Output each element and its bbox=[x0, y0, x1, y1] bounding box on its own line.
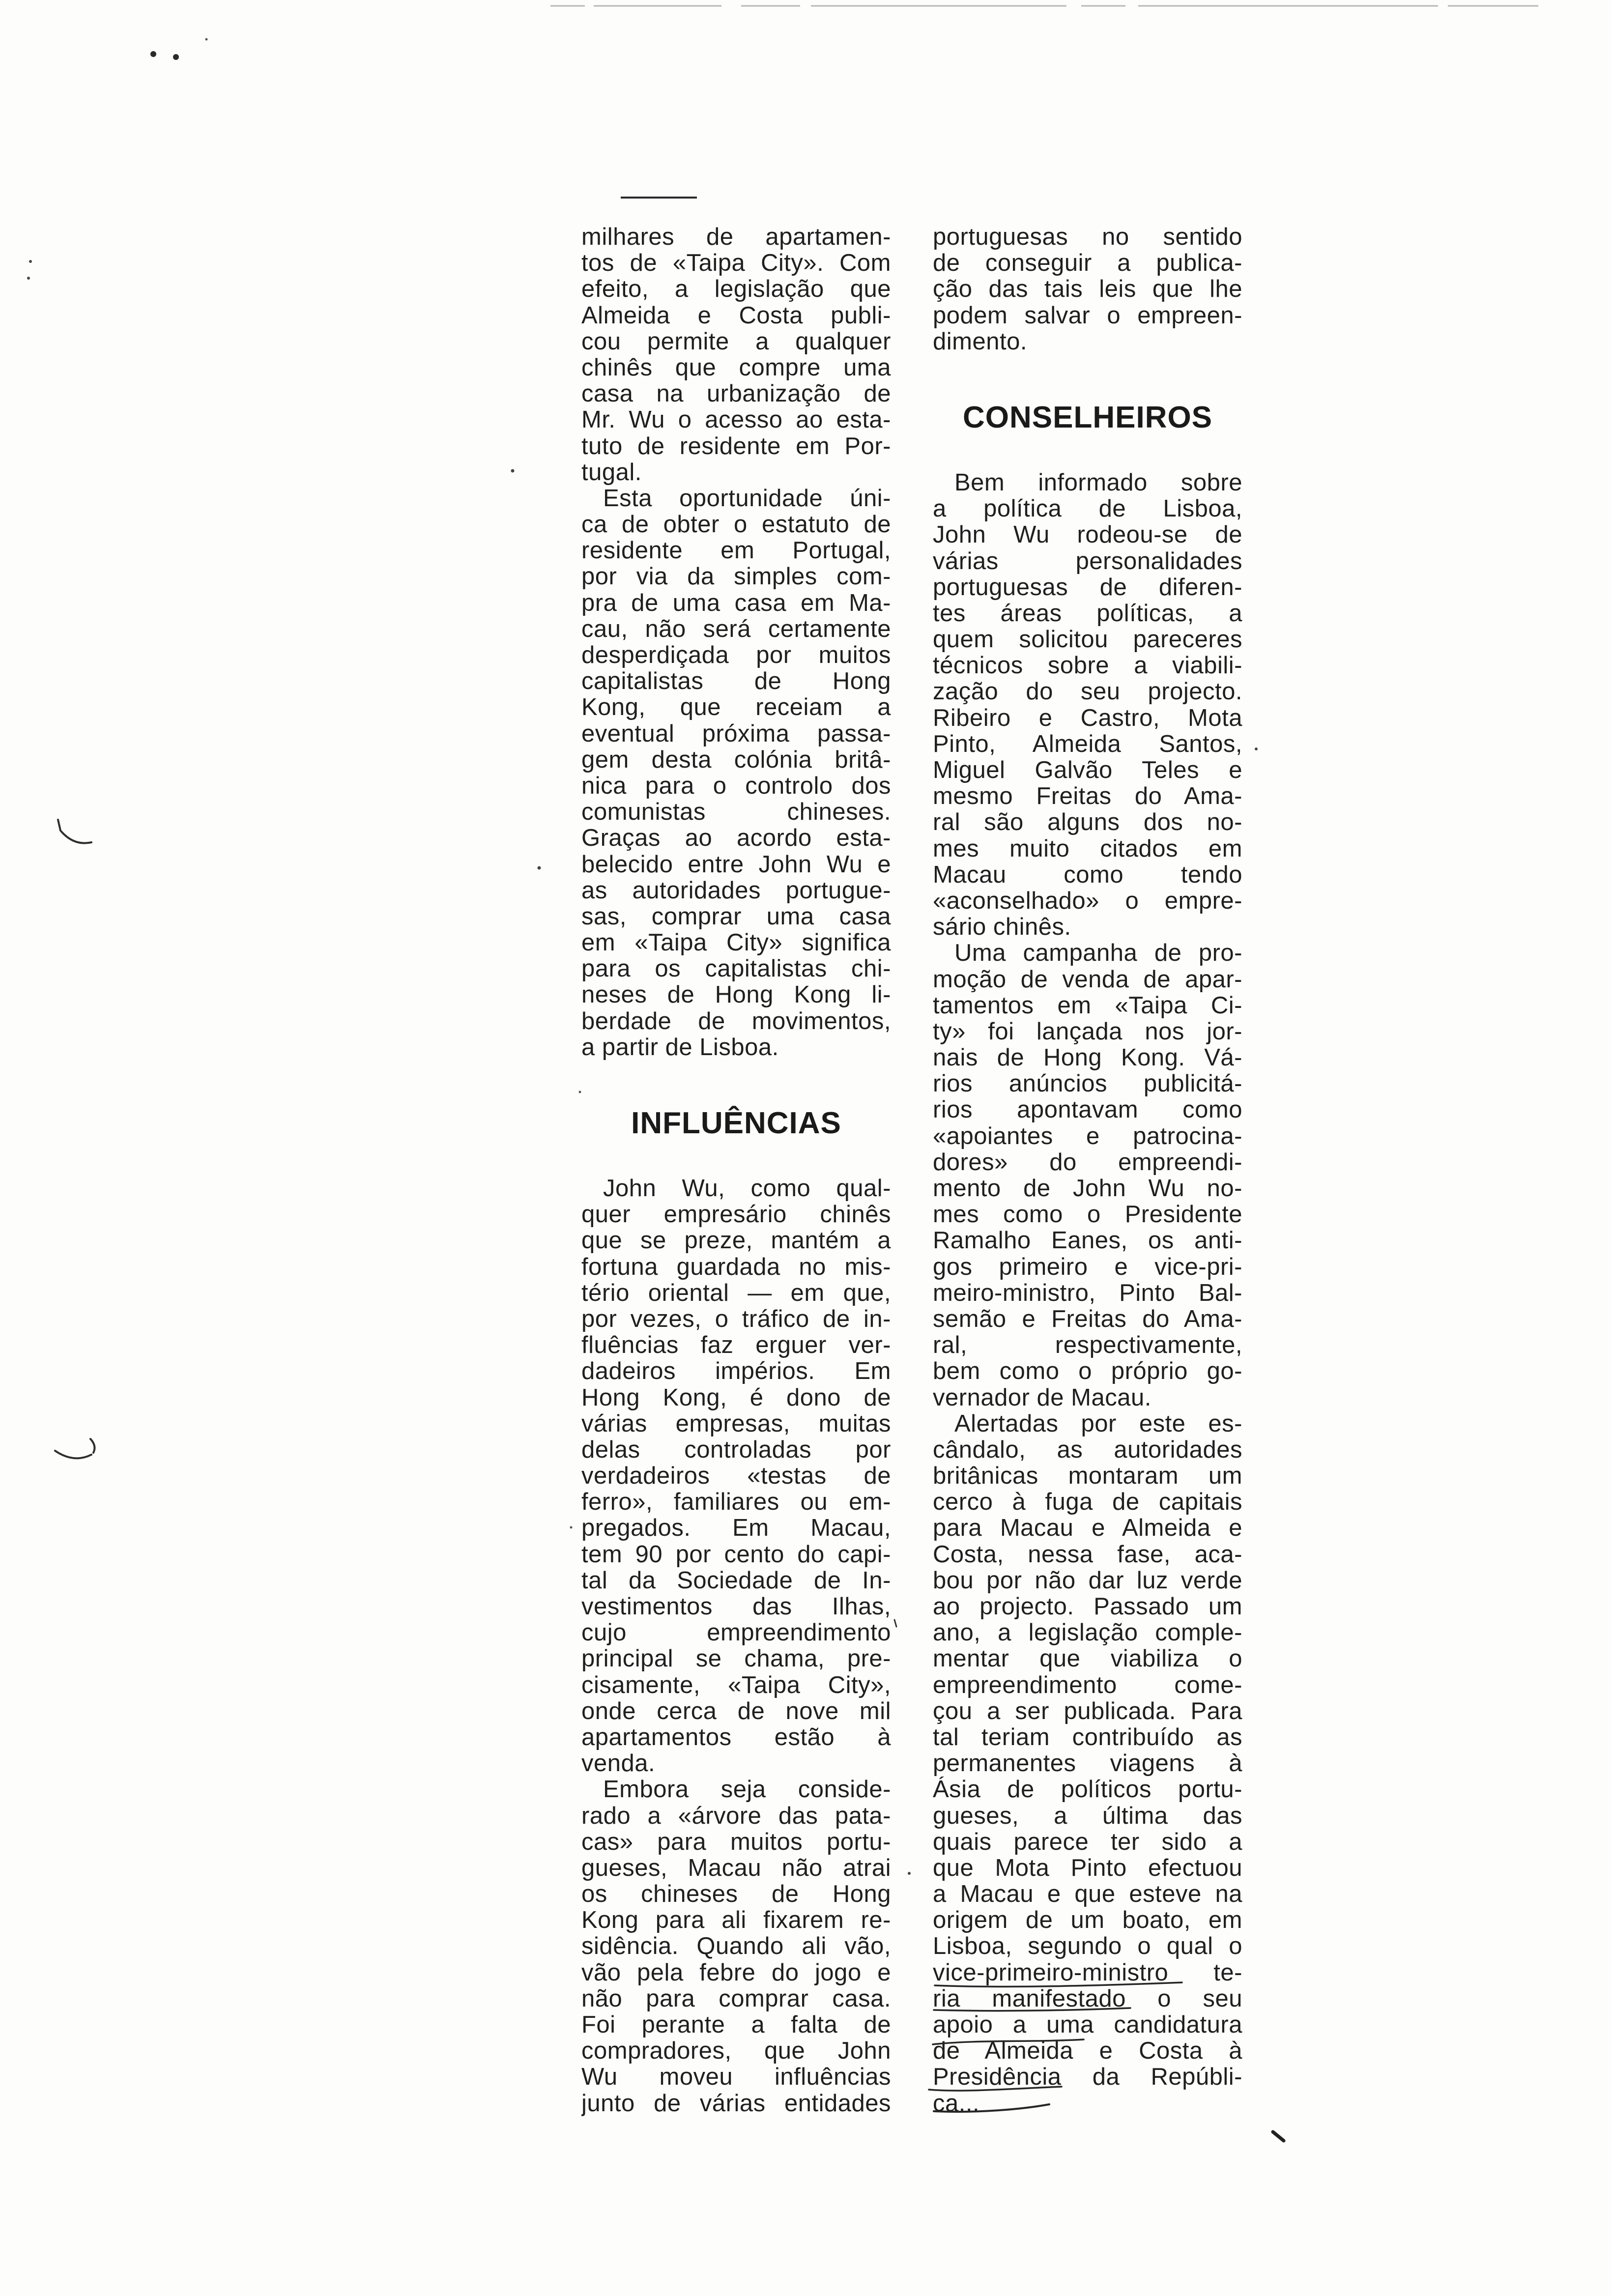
text-line: Macau como tendo bbox=[933, 861, 1242, 888]
text-line: tes áreas políticas, a bbox=[933, 600, 1242, 627]
text-line: berdade de movimentos, bbox=[581, 1008, 891, 1034]
text-line: em «Taipa City» significa bbox=[581, 930, 891, 956]
text-line: fortuna guardada no mis- bbox=[581, 1254, 891, 1280]
text-line: cas» para muitos portu- bbox=[581, 1829, 891, 1855]
text-line: tuto de residente em Por- bbox=[581, 433, 891, 459]
text-line: belecido entre John Wu e bbox=[581, 851, 891, 878]
paragraph bbox=[933, 224, 1242, 355]
paragraph bbox=[581, 486, 891, 1061]
paragraph bbox=[581, 1176, 891, 1777]
text-line: verdadeiros «testas de bbox=[581, 1463, 891, 1490]
text-line: que se preze, mantém a bbox=[581, 1228, 891, 1254]
text-line: mento de John Wu no- bbox=[933, 1176, 1242, 1202]
text-line: fluências faz erguer ver- bbox=[581, 1332, 891, 1359]
text-line: tugal. bbox=[581, 459, 642, 486]
text-line: sidência. Quando ali vão, bbox=[581, 1933, 891, 1960]
text-line: meiro-ministro, Pinto Bal- bbox=[933, 1280, 1242, 1306]
text-line: Lisboa, segundo o qual o bbox=[933, 1933, 1242, 1960]
text-line: tério oriental — em que, bbox=[581, 1280, 891, 1306]
text-line: apartamentos estão à bbox=[581, 1724, 891, 1751]
text-line: britânicas montaram um bbox=[933, 1463, 1242, 1490]
text-line: Almeida e Costa publi- bbox=[581, 302, 891, 329]
text-line: vernador de Macau. bbox=[933, 1384, 1151, 1411]
text-line: junto de várias entidades bbox=[581, 2090, 891, 2117]
text-line: moção de venda de apar- bbox=[933, 966, 1242, 993]
text-line: portuguesas de diferen- bbox=[933, 574, 1242, 601]
text-line: quer empresário chinês bbox=[581, 1202, 891, 1228]
text-line: delas controladas por bbox=[581, 1436, 891, 1463]
text-line: venda. bbox=[581, 1751, 656, 1777]
text-line: bou por não dar luz verde bbox=[933, 1567, 1242, 1594]
text-line: ty» foi lançada nos jor- bbox=[933, 1018, 1242, 1045]
paragraph bbox=[933, 470, 1242, 940]
text-line: por via da simples com- bbox=[581, 564, 891, 590]
text-line: ca... bbox=[933, 2090, 980, 2117]
text-line: Foi perante a falta de bbox=[581, 2012, 891, 2038]
text-line: tal teriam contribuído as bbox=[933, 1724, 1242, 1751]
text-line: Wu moveu influências bbox=[581, 2064, 891, 2091]
text-line: tal da Sociedade de In- bbox=[581, 1567, 891, 1594]
text-line: gueses, Macau não atrai bbox=[581, 1855, 891, 1881]
text-line: mes como o Presidente bbox=[933, 1202, 1242, 1228]
text-line: tamentos em «Taipa Ci- bbox=[933, 992, 1242, 1019]
text-line: ção das tais leis que lhe bbox=[933, 276, 1242, 303]
text-line: vestimentos das Ilhas, bbox=[581, 1594, 891, 1620]
text-line: sário chinês. bbox=[933, 914, 1071, 941]
text-line: desperdiçada por muitos bbox=[581, 642, 891, 668]
text-line: a partir de Lisboa. bbox=[581, 1034, 779, 1061]
text-line: tem 90 por cento do capi- bbox=[581, 1541, 891, 1568]
text-line: sas, comprar uma casa bbox=[581, 903, 891, 930]
text-line: Esta oportunidade úni- bbox=[603, 485, 891, 512]
text-line: origem de um boato, em bbox=[933, 1907, 1242, 1934]
text-line: os chineses de Hong bbox=[581, 1881, 891, 1908]
text-line: Embora seja conside- bbox=[603, 1777, 891, 1803]
text-line: ca de obter o estatuto de bbox=[581, 512, 891, 538]
text-line: Pinto, Almeida Santos, bbox=[933, 731, 1242, 757]
text-line: várias personalidades bbox=[933, 548, 1242, 574]
text-line: residente em Portugal, bbox=[581, 538, 891, 564]
text-line: vão pela febre do jogo e bbox=[581, 1959, 891, 1986]
text-line: efeito, a legislação que bbox=[581, 276, 891, 303]
text-line: não para comprar casa. bbox=[581, 1985, 891, 2012]
text-line: principal se chama, pre- bbox=[581, 1646, 891, 1672]
text-line: Bem informado sobre bbox=[954, 469, 1242, 496]
text-line: rios anúncios publicitá- bbox=[933, 1071, 1242, 1097]
text-line: as autoridades portugue- bbox=[581, 877, 891, 904]
text-line: quais parece ter sido a bbox=[933, 1829, 1242, 1855]
text-line: Kong para ali fixarem re- bbox=[581, 1907, 891, 1934]
paragraph bbox=[933, 940, 1242, 1410]
text-line: mes muito citados em bbox=[933, 835, 1242, 862]
text-line: várias empresas, muitas bbox=[581, 1410, 891, 1437]
text-line: dimento. bbox=[933, 328, 1027, 355]
text-line: podem salvar o empreen- bbox=[933, 302, 1242, 329]
text-line: cou permite a qualquer bbox=[581, 328, 891, 355]
text-line: ral são alguns dos no- bbox=[933, 809, 1242, 836]
text-line: mesmo Freitas do Ama- bbox=[933, 783, 1242, 810]
section-heading: INFLUÊNCIAS bbox=[631, 1106, 841, 1140]
text-line: onde cerca de nove mil bbox=[581, 1698, 891, 1724]
text-line: capitalistas de Hong bbox=[581, 668, 891, 695]
text-line: ano, a legislação comple- bbox=[933, 1620, 1242, 1646]
text-line: Uma campanha de pro- bbox=[954, 940, 1242, 967]
text-line: vice-primeiro-ministro te- bbox=[933, 1959, 1242, 1986]
text-line: eventual próxima passa- bbox=[581, 720, 891, 747]
text-line: Alertadas por este es- bbox=[954, 1410, 1242, 1437]
text-line: Ramalho Eanes, os anti- bbox=[933, 1228, 1242, 1254]
text-line: zação do seu projecto. bbox=[933, 679, 1242, 705]
text-line: cisamente, «Taipa City», bbox=[581, 1672, 891, 1698]
text-line: para Macau e Almeida e bbox=[933, 1515, 1242, 1542]
paragraph bbox=[933, 1411, 1242, 2117]
text-line: milhares de apartamen- bbox=[581, 224, 891, 250]
text-line: compradores, que John bbox=[581, 2038, 891, 2065]
text-line: portuguesas no sentido bbox=[933, 224, 1242, 250]
text-line: cerco à fuga de capitais bbox=[933, 1489, 1242, 1516]
text-line: empreendimento come- bbox=[933, 1672, 1242, 1698]
text-line: ral, respectivamente, bbox=[933, 1332, 1242, 1359]
text-line: John Wu, como qual- bbox=[603, 1176, 891, 1202]
text-line: cujo empreendimento bbox=[581, 1620, 891, 1646]
text-line: de Almeida e Costa à bbox=[933, 2038, 1242, 2065]
text-line: a Macau e que esteve na bbox=[933, 1881, 1242, 1908]
text-line: a política de Lisboa, bbox=[933, 496, 1242, 522]
text-line: Kong, que receiam a bbox=[581, 694, 891, 721]
text-line: Presidência da Repúbli- bbox=[933, 2064, 1242, 2091]
text-line: pregados. Em Macau, bbox=[581, 1515, 891, 1542]
text-line: Graças ao acordo esta- bbox=[581, 825, 891, 852]
text-line: bem como o próprio go- bbox=[933, 1358, 1242, 1385]
text-line: permanentes viagens à bbox=[933, 1751, 1242, 1777]
text-line: neses de Hong Kong li- bbox=[581, 982, 891, 1008]
text-line: casa na urbanização de bbox=[581, 381, 891, 407]
text-line: Hong Kong, é dono de bbox=[581, 1384, 891, 1411]
text-line: pra de uma casa em Ma- bbox=[581, 590, 891, 616]
text-line: que Mota Pinto efectuou bbox=[933, 1855, 1242, 1881]
text-line: quem solicitou pareceres bbox=[933, 627, 1242, 653]
text-line: ao projecto. Passado um bbox=[933, 1594, 1242, 1620]
text-line: rios apontavam como bbox=[933, 1097, 1242, 1123]
text-line: tos de «Taipa City». Com bbox=[581, 250, 891, 277]
text-line: Ásia de políticos portu- bbox=[933, 1777, 1242, 1803]
text-line: nais de Hong Kong. Vá- bbox=[933, 1045, 1242, 1071]
text-line: ria manifestado o seu bbox=[933, 1985, 1242, 2012]
text-line: semão e Freitas do Ama- bbox=[933, 1306, 1242, 1332]
article-column-right bbox=[933, 224, 1242, 2117]
text-line: dadeiros impérios. Em bbox=[581, 1358, 891, 1385]
text-line: Ribeiro e Castro, Mota bbox=[933, 705, 1242, 731]
paragraph bbox=[581, 1777, 891, 2116]
text-line: ferro», familiares ou em- bbox=[581, 1489, 891, 1516]
section-heading: CONSELHEIROS bbox=[962, 400, 1213, 434]
text-line: de conseguir a publica- bbox=[933, 250, 1242, 277]
text-line: cau, não será certamente bbox=[581, 616, 891, 642]
text-line: gem desta colónia britâ- bbox=[581, 746, 891, 773]
text-line: «apoiantes e patrocina- bbox=[933, 1123, 1242, 1149]
text-line: Costa, nessa fase, aca- bbox=[933, 1541, 1242, 1568]
text-line: por vezes, o tráfico de in- bbox=[581, 1306, 891, 1332]
text-line: «aconselhado» o empre- bbox=[933, 888, 1242, 914]
text-line: técnicos sobre a viabili- bbox=[933, 653, 1242, 679]
article-column-left bbox=[581, 224, 891, 2117]
text-line: comunistas chineses. bbox=[581, 799, 891, 826]
paragraph bbox=[581, 224, 891, 486]
text-line: nica para o controlo dos bbox=[581, 773, 891, 799]
text-line: dores» do empreendi- bbox=[933, 1149, 1242, 1176]
text-line: chinês que compre uma bbox=[581, 354, 891, 381]
text-line: apoio a uma candidatura bbox=[933, 2012, 1242, 2038]
text-line: rado a «árvore das pata- bbox=[581, 1803, 891, 1829]
text-line: Miguel Galvão Teles e bbox=[933, 757, 1242, 783]
text-line: mentar que viabiliza o bbox=[933, 1646, 1242, 1672]
text-line: para os capitalistas chi- bbox=[581, 956, 891, 982]
text-line: gos primeiro e vice-pri- bbox=[933, 1254, 1242, 1280]
text-line: Mr. Wu o acesso ao esta- bbox=[581, 407, 891, 433]
text-line: gueses, a última das bbox=[933, 1803, 1242, 1829]
text-line: John Wu rodeou-se de bbox=[933, 522, 1242, 548]
text-line: cândalo, as autoridades bbox=[933, 1436, 1242, 1463]
text-line: çou a ser publicada. Para bbox=[933, 1698, 1242, 1724]
